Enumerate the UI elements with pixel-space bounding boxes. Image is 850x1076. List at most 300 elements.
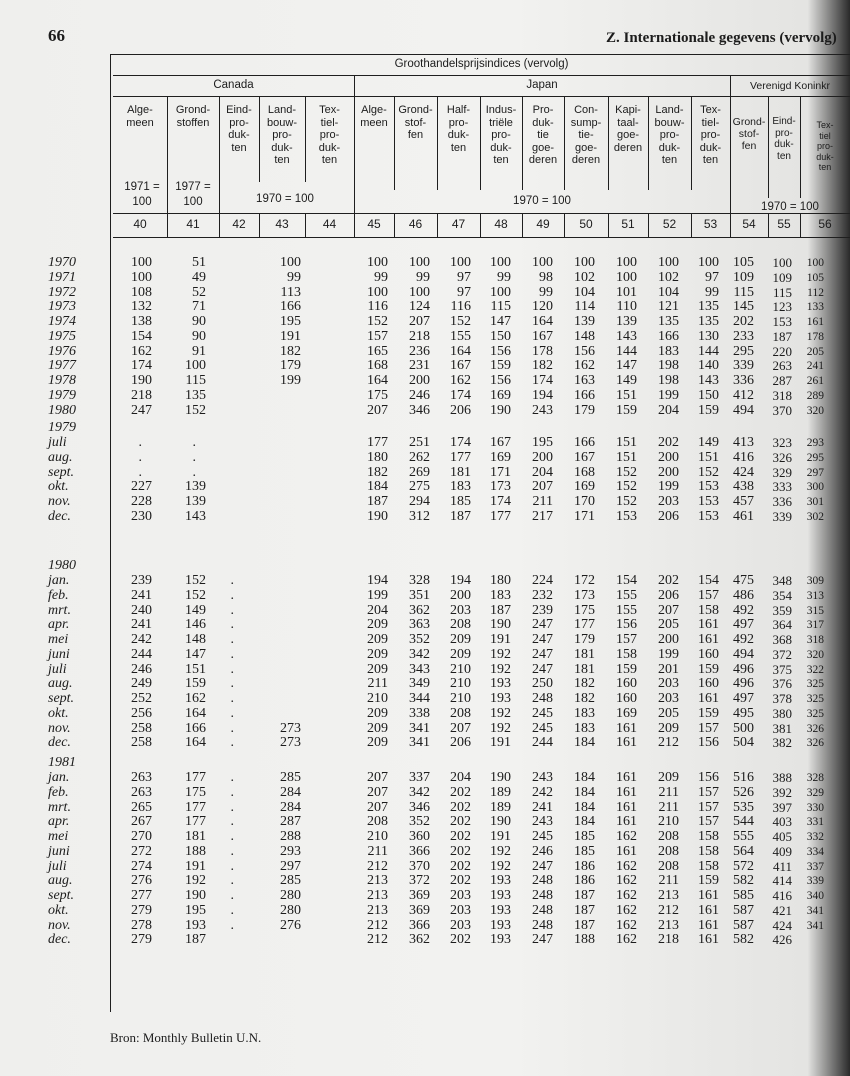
table-cell: 217	[532, 508, 553, 524]
table-cell: 210	[450, 661, 471, 677]
column-number: 52	[662, 217, 677, 231]
table-cell: 177	[450, 449, 471, 465]
column-number: 50	[579, 217, 593, 231]
table-cell: 309	[806, 575, 824, 587]
table-cell: 156	[616, 617, 637, 633]
table-cell: 248	[532, 917, 553, 933]
table-cell: 248	[532, 902, 553, 918]
table-cell: 109	[733, 269, 754, 285]
table-cell: 366	[409, 917, 430, 933]
table-cell: 160	[616, 676, 637, 692]
table-cell: 295	[806, 451, 824, 464]
table-cell: 175	[367, 387, 388, 403]
table-cell: .	[230, 676, 234, 692]
table-cell: 110	[616, 299, 637, 315]
table-cell: 161	[616, 799, 637, 815]
column-header: Eind- pro- duk- ten	[772, 116, 796, 162]
column-number: 48	[494, 217, 508, 231]
table-cell: 156	[490, 373, 511, 388]
table-cell: 161	[698, 917, 719, 933]
table-cell: 202	[733, 314, 754, 329]
table-cell: .	[230, 799, 234, 815]
table-cell: 187	[574, 888, 595, 903]
table-cell: 150	[698, 387, 719, 403]
group-canada: Canada	[213, 79, 254, 91]
table-cell: 564	[733, 843, 754, 859]
table-cell: 153	[772, 314, 792, 329]
table-cell: 90	[192, 314, 206, 329]
table-cell: 208	[450, 617, 471, 633]
table-cell: 211	[367, 676, 388, 692]
table-cell: 336	[772, 494, 792, 509]
table-cell: 181	[574, 646, 595, 662]
table-cell: 302	[806, 510, 824, 523]
table-cell: 179	[574, 632, 595, 647]
table-cell: 159	[698, 402, 719, 418]
table-cell: 247	[131, 402, 152, 418]
table-cell: 205	[806, 345, 824, 358]
row-label: mrt.	[48, 602, 71, 618]
table-cell: 52	[192, 284, 206, 300]
table-cell: 199	[658, 387, 679, 403]
table-cell: 166	[658, 328, 679, 344]
table-cell: 97	[705, 269, 719, 285]
table-cell: 209	[367, 661, 388, 677]
table-cell: 289	[806, 389, 824, 402]
table-cell: 157	[698, 720, 719, 736]
table-cell: 202	[658, 435, 679, 450]
table-cell: 585	[733, 888, 754, 903]
table-cell: 183	[574, 720, 595, 736]
table-cell: 497	[733, 617, 754, 633]
table-cell: 157	[616, 632, 637, 647]
column-number: 40	[133, 217, 147, 231]
table-cell: 179	[574, 402, 595, 418]
table-cell: 194	[367, 573, 388, 588]
table-cell: 207	[409, 314, 430, 329]
table-cell: 177	[185, 770, 206, 785]
table-cell: 162	[616, 917, 637, 933]
table-cell: 322	[806, 663, 824, 676]
table-cell: 207	[450, 720, 471, 736]
table-cell: 186	[574, 858, 595, 874]
table-cell: 582	[733, 932, 754, 948]
table-cell: 236	[409, 343, 430, 359]
table-cell: 157	[367, 328, 388, 344]
column-header: Half- pro- duk- ten	[446, 104, 471, 154]
table-cell: 191	[490, 829, 511, 844]
table-cell: 135	[658, 314, 679, 329]
table-cell: 388	[772, 770, 792, 785]
table-cell: 241	[131, 587, 152, 603]
table-cell: 90	[192, 328, 206, 344]
rule-super-header	[113, 75, 850, 76]
rule-left	[110, 54, 111, 1012]
table-cell: 572	[733, 858, 754, 874]
table-cell: 161	[616, 843, 637, 859]
table-cell: 179	[280, 358, 301, 374]
column-number: 54	[742, 217, 756, 231]
table-cell: 210	[658, 814, 679, 830]
table-cell: 497	[733, 691, 754, 706]
table-cell: 209	[367, 735, 388, 751]
column-header: Pro- duk- tie goe- deren	[528, 104, 558, 166]
table-cell: 193	[490, 873, 511, 889]
table-cell: 162	[616, 888, 637, 903]
column-number: 43	[275, 217, 289, 231]
table-cell: 152	[616, 464, 637, 480]
table-cell: 329	[806, 786, 824, 799]
table-cell: 163	[574, 373, 595, 388]
row-label: apr.	[48, 814, 70, 830]
table-cell: 149	[185, 602, 206, 618]
table-cell: 155	[450, 328, 471, 344]
column-number: 47	[451, 217, 466, 231]
row-label: mei	[48, 632, 69, 647]
table-cell: .	[230, 770, 234, 785]
table-cell: 210	[367, 691, 388, 706]
table-cell: 180	[367, 449, 388, 465]
table-cell: 124	[409, 299, 430, 315]
table-cell: 246	[532, 843, 553, 859]
table-cell: 209	[450, 632, 471, 647]
table-cell: 250	[532, 676, 553, 692]
table-cell: 159	[698, 661, 719, 677]
column-header: Con- sump- tie- goe- deren	[570, 104, 602, 166]
table-cell: 248	[532, 888, 553, 903]
table-cell: 230	[131, 508, 152, 524]
table-cell: 190	[490, 770, 511, 785]
table-cell: 278	[131, 917, 152, 933]
table-cell: 231	[409, 358, 430, 374]
table-cell: 100	[450, 255, 471, 270]
table-cell: 153	[616, 508, 637, 524]
table-cell: 139	[574, 314, 595, 329]
table-cell: 273	[280, 735, 301, 751]
table-cell: 341	[409, 735, 430, 751]
table-cell: 247	[532, 632, 553, 647]
table-cell: 144	[698, 343, 719, 359]
table-cell: 363	[409, 617, 430, 633]
table-cell: 187	[450, 508, 471, 524]
table-cell: 339	[772, 508, 792, 524]
table-cell: 378	[772, 691, 792, 706]
table-cell: 294	[409, 494, 430, 509]
table-cell: 157	[698, 587, 719, 603]
table-cell: 164	[532, 314, 553, 329]
table-cell: 409	[772, 843, 792, 859]
section-year-heading: 1979	[48, 420, 76, 436]
row-label: 1970	[48, 255, 76, 270]
table-cell: 162	[616, 829, 637, 844]
table-cell: 218	[131, 387, 152, 403]
table-cell: 100	[185, 358, 206, 374]
table-cell: 582	[733, 873, 754, 889]
table-cell: 203	[658, 676, 679, 692]
table-cell: 115	[490, 299, 511, 315]
table-cell: 228	[131, 494, 152, 509]
table-cell: 161	[698, 632, 719, 647]
table-cell: .	[230, 617, 234, 633]
table-cell: 202	[450, 843, 471, 859]
table-cell: 187	[490, 602, 511, 618]
table-cell: 162	[616, 932, 637, 948]
table-cell: 203	[658, 494, 679, 509]
table-cell: 209	[367, 617, 388, 633]
table-cell: 213	[658, 917, 679, 933]
column-number: 46	[408, 217, 423, 231]
table-cell: 208	[450, 705, 471, 721]
table-cell: 182	[367, 464, 388, 480]
table-cell: 158	[698, 829, 719, 844]
table-cell: 242	[532, 784, 553, 800]
table-cell: 248	[532, 873, 553, 889]
column-number: 51	[621, 217, 635, 231]
table-cell: 209	[658, 720, 679, 736]
row-label: 1974	[48, 314, 76, 329]
table-cell: 161	[616, 814, 637, 830]
table-cell: 99	[374, 269, 388, 285]
table-cell: 249	[131, 676, 152, 692]
table-cell: 195	[532, 435, 553, 450]
table-cell: 362	[409, 932, 430, 948]
table-cell: 159	[490, 358, 511, 374]
table-cell: 108	[131, 284, 152, 300]
table-cell: 205	[658, 705, 679, 721]
table-cell: 544	[733, 814, 754, 830]
column-number: 55	[777, 217, 791, 231]
table-cell: 192	[490, 705, 511, 721]
table-cell: 184	[574, 799, 595, 815]
table-cell: 227	[131, 479, 152, 495]
table-cell: 352	[409, 632, 430, 647]
table-cell: .	[230, 873, 234, 889]
table-cell: .	[192, 435, 196, 450]
table-cell: 204	[367, 602, 388, 618]
table-cell: 199	[658, 646, 679, 662]
row-label: dec.	[48, 735, 71, 751]
table-cell: 153	[698, 479, 719, 495]
table-cell: 270	[131, 829, 152, 844]
table-cell: 182	[574, 691, 595, 706]
table-cell: 181	[450, 464, 471, 480]
table-cell: 189	[490, 784, 511, 800]
table-cell: 151	[616, 449, 637, 465]
row-label: 1972	[48, 284, 76, 300]
table-cell: 192	[490, 661, 511, 677]
table-cell: 200	[532, 449, 553, 465]
table-cell: 293	[806, 437, 824, 449]
table-cell: 155	[616, 587, 637, 603]
table-cell: 173	[574, 587, 595, 603]
table-cell: 405	[772, 829, 792, 844]
table-cell: 330	[806, 801, 824, 814]
table-cell: 199	[367, 587, 388, 603]
table-cell: 162	[131, 343, 152, 359]
group-verenigd-koninkrijk: Verenigd Koninkr	[750, 80, 830, 92]
table-cell: 100	[658, 255, 679, 270]
table-cell: 494	[733, 646, 754, 662]
table-cell: 193	[490, 676, 511, 692]
table-cell: 202	[450, 829, 471, 844]
table-cell: 323	[772, 435, 792, 450]
table-cell: 171	[574, 508, 595, 524]
table-cell: .	[230, 720, 234, 736]
table-cell: 101	[616, 284, 637, 300]
table-cell: 195	[185, 902, 206, 918]
table-cell: 209	[450, 646, 471, 662]
table-cell: .	[230, 573, 234, 588]
table-cell: 210	[450, 676, 471, 692]
table-cell: 185	[574, 843, 595, 859]
table-cell: 105	[733, 255, 754, 270]
table-cell: 116	[367, 299, 388, 315]
table-cell: 368	[772, 632, 792, 647]
table-cell: 295	[733, 343, 754, 359]
table-cell: 318	[772, 387, 792, 403]
table-cell: 341	[806, 904, 824, 917]
table-cell: 346	[409, 402, 430, 418]
table-cell: 104	[658, 284, 679, 300]
table-cell: 194	[450, 573, 471, 588]
row-label: okt.	[48, 705, 69, 721]
table-cell: 145	[733, 299, 754, 315]
table-cell: 190	[185, 888, 206, 903]
column-header: Alge- meen	[360, 104, 388, 129]
table-cell: 193	[490, 917, 511, 933]
rule-groups	[113, 96, 850, 97]
table-cell: 109	[772, 269, 792, 285]
table-cell: 183	[490, 587, 511, 603]
table-cell: 300	[806, 481, 824, 494]
table-cell: 153	[698, 494, 719, 509]
table-cell: 144	[616, 343, 637, 359]
table-cell: 152	[185, 573, 206, 588]
table-cell: 263	[131, 770, 152, 785]
table-cell: 174	[490, 494, 511, 509]
table-cell: 239	[131, 573, 152, 588]
table-cell: 149	[698, 435, 719, 450]
table-cell: 149	[616, 373, 637, 388]
table-cell: 338	[409, 705, 430, 721]
table-cell: 242	[131, 632, 152, 647]
column-header: Grond- stof- fen	[732, 116, 766, 152]
row-label: okt.	[48, 902, 69, 918]
table-cell: 392	[772, 784, 792, 800]
table-cell: 190	[367, 508, 388, 524]
table-cell: 198	[658, 358, 679, 374]
table-cell: 189	[490, 799, 511, 815]
table-cell: 191	[490, 632, 511, 647]
row-label: aug.	[48, 449, 73, 465]
table-cell: 344	[409, 691, 430, 706]
table-cell: 331	[806, 816, 824, 829]
row-label: sept.	[48, 464, 75, 480]
table-cell: 100	[280, 255, 301, 270]
table-cell: 426	[772, 932, 792, 948]
table-cell: .	[230, 646, 234, 662]
table-cell: 328	[806, 772, 824, 784]
table-cell: 206	[658, 587, 679, 603]
table-cell: 100	[367, 284, 388, 300]
table-cell: 416	[733, 449, 754, 465]
table-cell: 239	[532, 602, 553, 618]
table-cell: 203	[450, 888, 471, 903]
table-cell: 208	[658, 829, 679, 844]
column-header: Tex- tiel pro- duk- ten	[816, 120, 834, 172]
table-cell: 326	[772, 449, 792, 465]
table-cell: 112	[807, 286, 824, 299]
table-cell: 200	[658, 464, 679, 480]
table-cell: .	[230, 735, 234, 751]
table-cell: 209	[367, 646, 388, 662]
row-label: juli	[48, 435, 67, 450]
table-cell: 132	[131, 299, 152, 315]
table-cell: 287	[280, 814, 301, 830]
column-header: Alge- meen	[126, 104, 154, 129]
table-cell: 190	[490, 402, 511, 418]
table-cell: 195	[280, 314, 301, 329]
table-cell: 315	[806, 604, 824, 617]
section-year-heading: 1980	[48, 558, 76, 574]
table-cell: 243	[532, 402, 553, 418]
table-cell: 181	[574, 661, 595, 677]
table-cell: .	[138, 435, 142, 450]
table-cell: 342	[409, 646, 430, 662]
table-cell: 171	[490, 464, 511, 480]
table-cell: 273	[280, 720, 301, 736]
table-cell: 152	[450, 314, 471, 329]
column-number: 45	[367, 217, 381, 231]
table-cell: 97	[457, 284, 471, 300]
base-year-col40: 1971 = 100	[124, 181, 160, 208]
table-cell: 200	[409, 373, 430, 388]
table-cell: 168	[574, 464, 595, 480]
row-label: 1978	[48, 373, 76, 388]
table-cell: 372	[409, 873, 430, 889]
table-cell: 204	[658, 402, 679, 418]
table-cell: 160	[698, 676, 719, 692]
table-cell: 51	[192, 255, 206, 270]
table-cell: 475	[733, 573, 754, 588]
table-cell: 326	[806, 737, 824, 750]
table-cell: 115	[733, 284, 754, 300]
table-cell: 193	[490, 888, 511, 903]
table-cell: 152	[616, 494, 637, 509]
table-cell: 251	[409, 435, 430, 450]
table-cell: 184	[367, 479, 388, 495]
table-cell: 265	[131, 799, 152, 815]
table-cell: 174	[532, 373, 553, 388]
table-cell: 241	[532, 799, 553, 815]
page-number: 66	[48, 26, 65, 45]
table-cell: 202	[658, 573, 679, 588]
table-cell: 424	[772, 917, 792, 933]
table-cell: 326	[806, 722, 824, 735]
table-cell: 161	[698, 932, 719, 948]
table-cell: 161	[698, 617, 719, 633]
table-cell: 150	[490, 328, 511, 344]
table-cell: 100	[532, 255, 553, 270]
table-cell: 461	[733, 508, 754, 524]
table-cell: 99	[539, 284, 553, 300]
table-cell: 140	[698, 358, 719, 374]
table-cell: 587	[733, 902, 754, 918]
table-cell: 243	[532, 814, 553, 830]
table-cell: 183	[450, 479, 471, 495]
table-cell: 157	[698, 799, 719, 815]
table-cell: 115	[185, 373, 206, 388]
